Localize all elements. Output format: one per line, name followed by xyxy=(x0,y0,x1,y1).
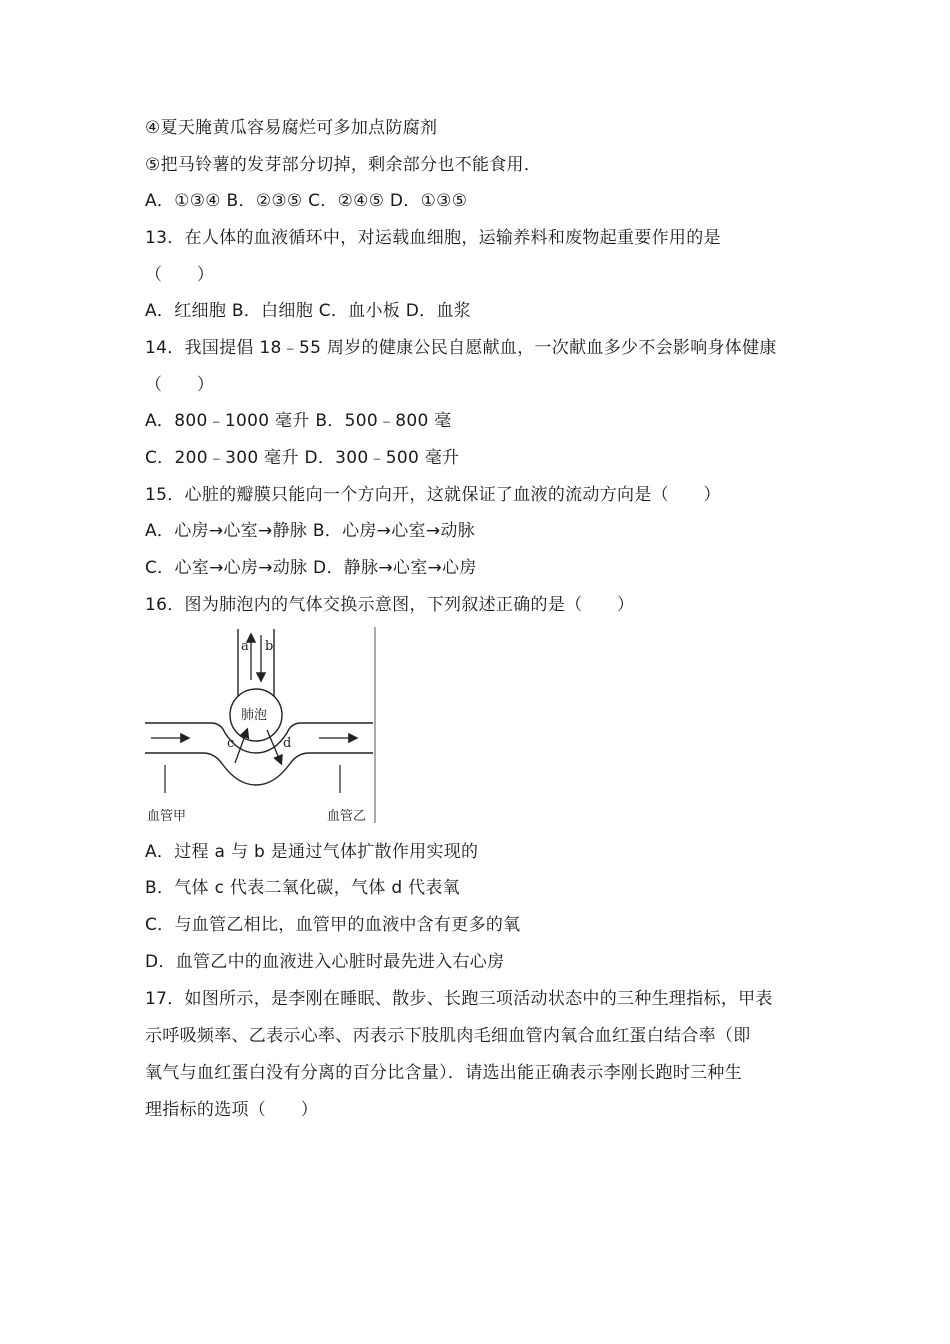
alveolus-gas-exchange-diagram xyxy=(143,625,377,825)
q13-options: A．红细胞 B．白细胞 C．血小板 D．血浆 xyxy=(145,301,472,321)
label-b: b xyxy=(265,639,274,654)
q14-options-row1: A．800﹣1000 毫升 B．500﹣800 毫 xyxy=(145,411,452,431)
vessel-right-label: 血管乙 xyxy=(327,809,367,824)
arrow-d xyxy=(267,730,281,763)
q17-stem-line2: 示呼吸频率、乙表示心率、丙表示下肢肌肉毛细血管内氧合血红蛋白结合率（即 xyxy=(145,1026,751,1046)
q16-option-c: C．与血管乙相比，血管甲的血液中含有更多的氧 xyxy=(145,915,521,935)
q16-stem: 16．图为肺泡内的气体交换示意图，下列叙述正确的是（ ） xyxy=(145,595,635,615)
label-c: c xyxy=(227,736,235,751)
q17-stem-line1: 17．如图所示，是李刚在睡眠、散步、长跑三项活动状态中的三种生理指标，甲表 xyxy=(145,989,773,1009)
q15-stem: 15．心脏的瓣膜只能向一个方向开，这就保证了血液的流动方向是（ ） xyxy=(145,485,721,505)
q14-options-row2: C．200﹣300 毫升 D．300﹣500 毫升 xyxy=(145,448,460,468)
q14-bracket: （ ） xyxy=(145,375,215,395)
label-a: a xyxy=(241,639,249,654)
q17-stem-line3: 氧气与血红蛋白没有分离的百分比含量）．请选出能正确表示李刚长跑时三种生 xyxy=(145,1063,742,1083)
item-4-text: ④夏天腌黄瓜容易腐烂可多加点防腐剂 xyxy=(145,118,438,138)
q15-options-row1: A．心房→心室→静脉 B．心房→心室→动脉 xyxy=(145,521,475,541)
q16-option-b: B．气体 c 代表二氧化碳，气体 d 代表氧 xyxy=(145,878,461,898)
q13-stem: 13．在人体的血液循环中，对运载血细胞，运输养料和废物起重要作用的是 xyxy=(145,228,721,248)
vessel-left-label: 血管甲 xyxy=(147,809,187,824)
q13-bracket: （ ） xyxy=(145,265,215,285)
q15-options-row2: C．心室→心房→动脉 D．静脉→心室→心房 xyxy=(145,558,477,578)
q17-stem-line4: 理指标的选项（ ） xyxy=(145,1100,318,1120)
alveolus-label: 肺泡 xyxy=(241,708,268,723)
q14-stem: 14．我国提倡 18﹣55 周岁的健康公民自愿献血，一次献血多少不会影响身体健康 xyxy=(145,338,777,358)
q16-option-d: D．血管乙中的血液进入心脏时最先进入右心房 xyxy=(145,952,505,972)
label-d: d xyxy=(283,736,292,751)
q16-option-a: A．过程 a 与 b 是通过气体扩散作用实现的 xyxy=(145,842,479,862)
q12-options: A．①③④ B．②③⑤ C．②④⑤ D．①③⑤ xyxy=(145,191,468,211)
vessel-lower-wall xyxy=(145,753,373,785)
item-5-text: ⑤把马铃薯的发芽部分切掉，剩余部分也不能食用． xyxy=(145,155,542,175)
